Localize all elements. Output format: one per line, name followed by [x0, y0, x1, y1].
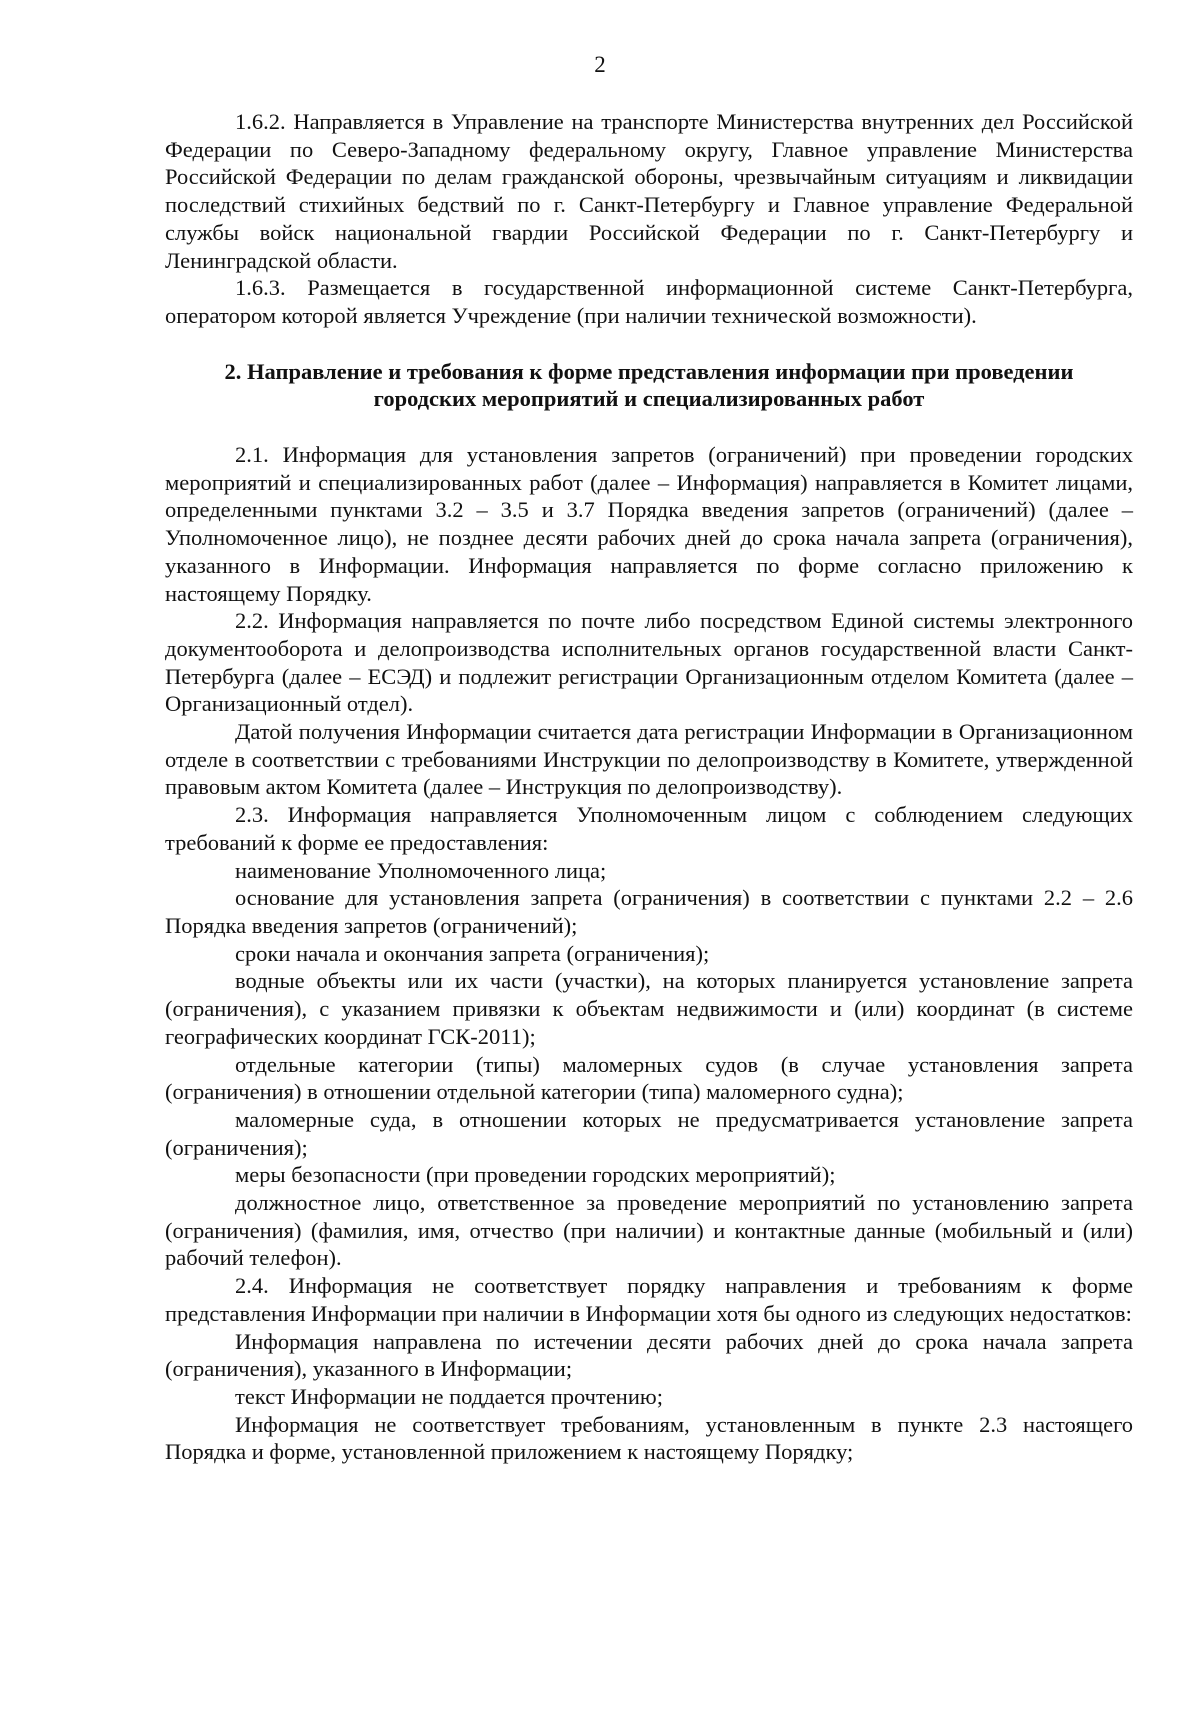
- document-body: [165, 108, 1133, 1466]
- paragraph-date-of-receipt: Датой получения Информации считается дата регистрации Информации в Организационном отделе в соответствии с требованиями Инструкции по делопроизводству в Комитете, утвержденной правовым актом Комитета (далее – Инструкция по делопроизводству).: [165, 719, 1133, 800]
- list-item: отдельные категории (типы) маломерных судов (в случае установления запрета (ограничения) в отношении отдельной категории (типа) маломерного судна);: [165, 1051, 1133, 1105]
- paragraph-2-2: 2.2. Информация направляется по почте либо посредством Единой системы электронного документооборота и делопроизводства исполнительных органов государственной власти Санкт-Петербурга (далее – ЕСЭД) и подлежит регистрации Организационным отделом Комитета (далее – Организационный отдел).: [165, 608, 1133, 717]
- list-item: текст Информации не поддается прочтению;: [235, 1383, 663, 1409]
- paragraph-1-6-2: 1.6.2. Направляется в Управление на транспорте Министерства внутренних дел Российской Федерации по Северо-Западному федеральному округу, Главное управление Министерства Российской Федерации по делам гражданской обороны, чрезвычайным ситуациям и ликвидации последствий стихийных бедствий по г. Санкт-Петербургу и Главное управление Федеральной службы войск национальной гвардии Российской Федерации по г. Санкт-Петербургу и Ленинградской области.: [165, 109, 1133, 273]
- list-item: наименование Уполномоченного лица;: [235, 857, 607, 883]
- section-heading-line-2: городских мероприятий и специализированных работ: [373, 386, 925, 412]
- list-item: маломерные суда, в отношении которых не предусматривается установление запрета (ограничения);: [165, 1106, 1133, 1160]
- list-item: должностное лицо, ответственное за проведение мероприятий по установлению запрета (ограничения) (фамилия, имя, отчество (при наличии) и контактные данные (мобильный и (или) рабочий телефон).: [165, 1190, 1133, 1271]
- list-item: Информация не соответствует требованиям, установленным в пункте 2.3 настоящего Порядка и форме, установленной приложением к настоящему Порядку;: [165, 1411, 1133, 1465]
- list-item: сроки начала и окончания запрета (ограничения);: [235, 940, 710, 966]
- paragraph-2-3: 2.3. Информация направляется Уполномоченным лицом с соблюдением следующих требований к форме ее предоставления:: [165, 802, 1133, 855]
- list-item: основание для установления запрета (ограничения) в соответствии с пунктами 2.2 – 2.6 Порядка введения запретов (ограничений);: [165, 885, 1133, 938]
- paragraph-2-4: 2.4. Информация не соответствует порядку направления и требованиям к форме представления Информации при наличии в Информации хотя бы одного из следующих недостатков:: [165, 1273, 1133, 1326]
- paragraph-1-6-3: 1.6.3. Размещается в государственной информационной системе Санкт-Петербурга, оператором которой является Учреждение (при наличии технической возможности).: [165, 275, 1133, 328]
- list-item: водные объекты или их части (участки), на которых планируется установление запрета (ограничения), с указанием привязки к объектам недвижимости и (или) координат (в системе географических координат ГСК-2011);: [165, 968, 1133, 1049]
- page-number: 2: [594, 52, 606, 77]
- paragraph-2-1: 2.1. Информация для установления запретов (ограничений) при проведении городских мероприятий и специализированных работ (далее – Информация) направляется в Комитет лицами, определенными пунктами 3.2 – 3.5 и 3.7 Порядка введения запретов (ограничений) (далее – Уполномоченное лицо), не позднее десяти рабочих дней до срока начала запрета (ограничения), указанного в Информации. Информация направляется по форме согласно приложению к настоящему Порядку.: [165, 442, 1133, 606]
- list-item: меры безопасности (при проведении городских мероприятий);: [235, 1162, 836, 1188]
- list-item: Информация направлена по истечении десяти рабочих дней до срока начала запрета (ограничения), указанного в Информации;: [165, 1328, 1133, 1382]
- section-heading: [165, 358, 1133, 413]
- section-heading-line-1: 2. Направление и требования к форме представления информации при проведении: [224, 358, 1074, 384]
